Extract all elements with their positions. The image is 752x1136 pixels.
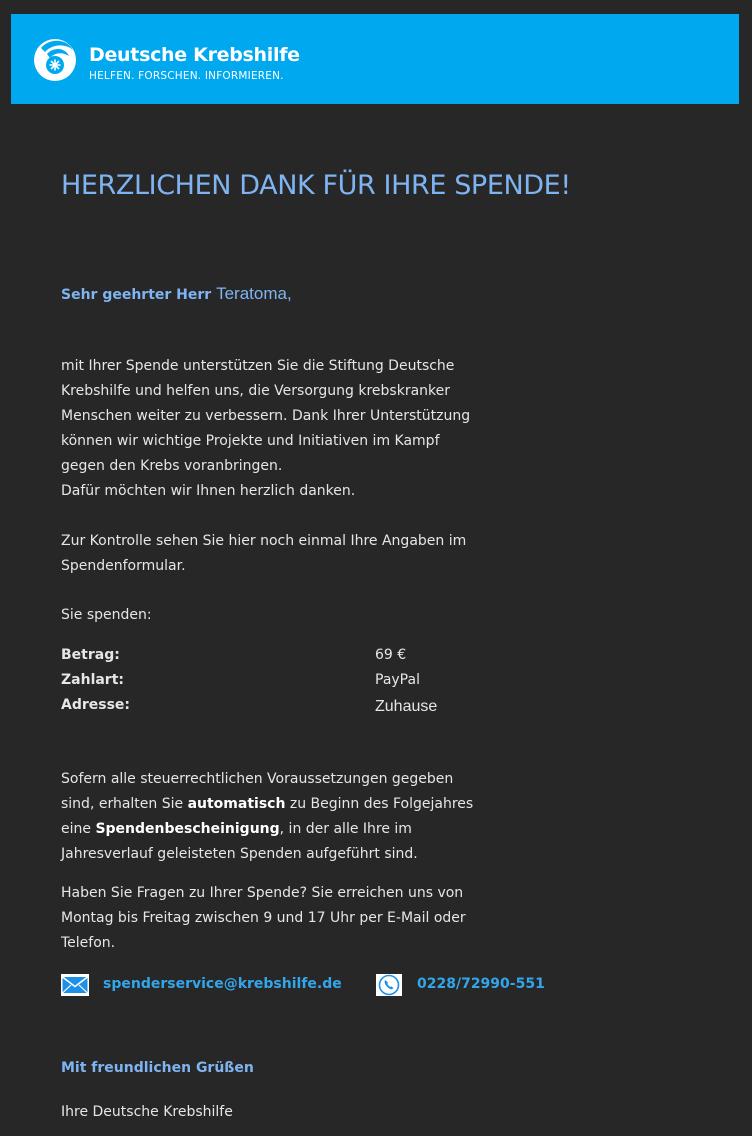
amount-label: Betrag: <box>61 647 120 663</box>
control-text: Zur Kontrolle sehen Sie hier noch einmal Ihre Angaben im Spendenformular. <box>61 533 467 574</box>
salutation <box>61 284 292 304</box>
page-title: HERZLICHEN DANK FÜR IHRE SPENDE! <box>61 170 571 201</box>
closing: Mit freundlichen Grüßen <box>61 1060 254 1076</box>
logo-name: Deutsche Krebshilfe <box>89 44 300 66</box>
krebshilfe-logo[interactable] <box>33 34 300 86</box>
address-label: Adresse: <box>61 697 131 713</box>
tax-text-bold-automatisch: automatisch <box>187 796 286 812</box>
tax-text <box>61 767 481 867</box>
krebshilfe-logo-icon <box>33 34 79 84</box>
donation-intro <box>61 603 481 628</box>
phone-link[interactable]: 0228/72990-551 <box>417 976 545 992</box>
questions-paragraph <box>61 881 481 956</box>
control-paragraph <box>61 529 481 579</box>
tax-text-part3: , in der alle Ihre im Jahresverlauf geleisteten Spenden aufgeführt sind. <box>61 821 418 862</box>
tax-text-part1: Sofern alle steuerrechtlichen Voraussetzungen gegeben sind, erhalten Sie <box>61 771 454 812</box>
salutation-prefix: Sehr geehrter Herr <box>61 287 212 303</box>
header-banner <box>11 14 739 104</box>
intro-paragraph <box>61 354 481 504</box>
signoff: Ihre Deutsche Krebshilfe <box>61 1104 233 1120</box>
questions-text: Haben Sie Fragen zu Ihrer Spende? Sie erreichen uns von Montag bis Freitag zwischen 9 und 17 Uhr per E-Mail oder Telefon. <box>61 885 466 951</box>
tax-paragraph <box>61 767 481 867</box>
phone-icon <box>376 974 402 996</box>
mail-icon <box>61 974 89 996</box>
tax-text-bold-spendenbescheinigung: Spendenbescheinigung <box>95 821 280 837</box>
intro-text: mit Ihrer Spende unterstützen Sie die Stiftung Deutsche Krebshilfe und helfen uns, die Versorgung krebskranker Menschen weiter zu verbessern. Dank Ihrer Unterstützung können wir wichtige Projekte und Initiativen im Kampf gegen den Krebs voranbringen. <box>61 358 471 474</box>
payment-method-value: PayPal <box>375 672 420 688</box>
salutation-name: Teratoma, <box>216 284 292 303</box>
donation-intro-text: Sie spenden: <box>61 607 152 623</box>
thanks-line: Dafür möchten wir Ihnen herzlich danken. <box>61 483 356 499</box>
email-link[interactable]: spenderservice@krebshilfe.de <box>103 976 342 992</box>
address-value: Zuhause <box>375 698 438 715</box>
tax-text-part2: zu Beginn des Folgejahres eine <box>61 796 474 837</box>
amount-value: 69 € <box>375 647 407 663</box>
logo-tagline: HELFEN. FORSCHEN. INFORMIEREN. <box>89 70 284 82</box>
payment-method-label: Zahlart: <box>61 672 125 688</box>
